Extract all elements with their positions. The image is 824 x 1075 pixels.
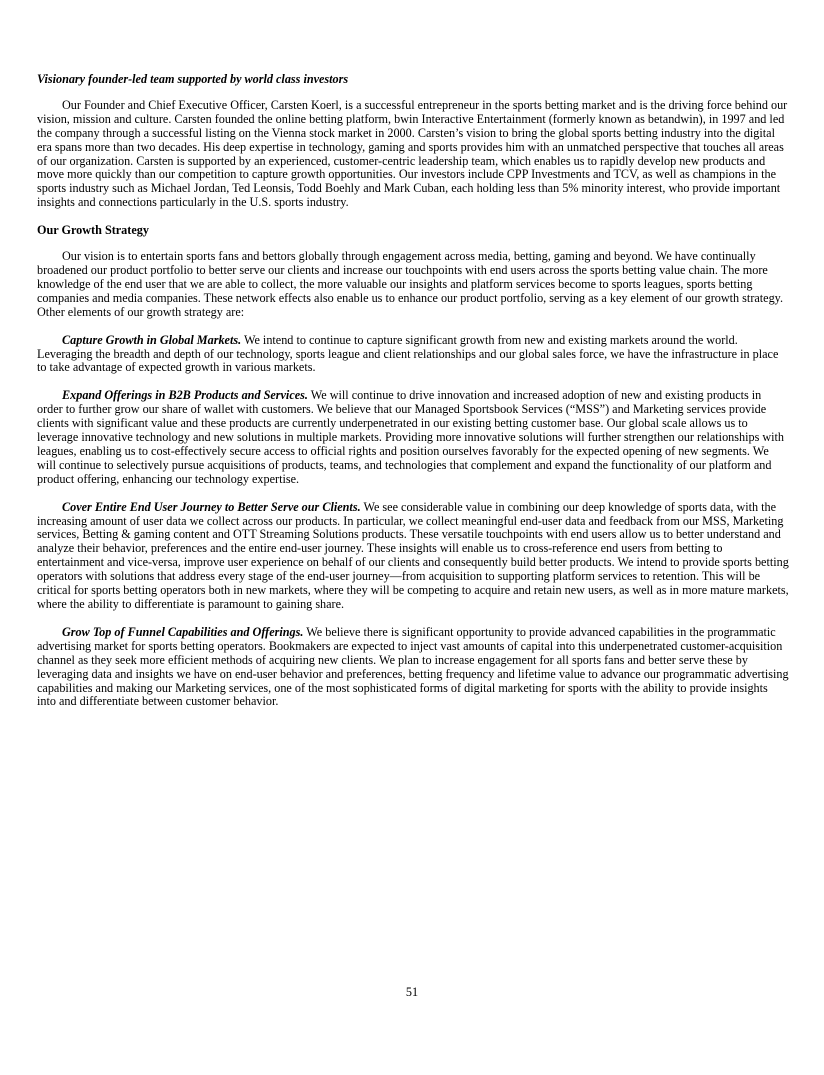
strategy-paragraph-global-markets (37, 334, 789, 376)
strategy-paragraph-b2b-offerings (37, 389, 789, 486)
section-heading-growth-strategy: Our Growth Strategy (37, 223, 149, 238)
section-heading-founder-team: Visionary founder-led team supported by world class investors (37, 72, 349, 86)
strategy-lead: Expand Offerings in B2B Products and Services. (62, 388, 308, 403)
strategy-paragraph-top-of-funnel (37, 626, 789, 709)
strategy-text: We believe there is significant opportunity to provide advanced capabilities in the programmatic advertising market for sports betting operators. Bookmakers are expected to inject vast amounts of capital into this underpenetrated customer-acquisition channel as they seek more efficient methods of acquiring new clients. We plan to increase engagement for all sports fans and better serve these by leveraging data and insights we have on end-user behavior and preferences, betting frequency and lifetime value to advance our programmatic advertising capabilities and making our Marketing services, one of the most sophisticated forms of digital marketing for sports with the ability to provide insights into and differentiate between customer behavior. (37, 624, 789, 709)
strategy-text: We see considerable value in combining our deep knowledge of sports data, with the increasing amount of user data we collect across our products. In particular, we collect meaningful end-user data and feedback from our MSS, Marketing services, Betting & gaming content and OTT Streaming Solutions products. These versatile touchpoints with end users allow us to better understand and analyze their behavior, preferences and the entire end-user journey. These insights will enable us to cross-reference end users from betting to entertainment and vice-versa, improve user experience on behalf of our clients and consequently build better products. We intend to provide sports betting operators with solutions that address every stage of the end-user journey—from acquisition to supporting platform services to retention. This will be critical for sports betting operators both in new markets, where they will be competing to acquire and retain new users, as well as in more mature markets, where the ability to differentiate is paramount to gaining share. (37, 499, 789, 611)
strategy-lead: Grow Top of Funnel Capabilities and Offerings. (62, 624, 304, 639)
strategy-text: We intend to continue to capture significant growth from new and existing markets around the world. Leveraging the breadth and depth of our technology, sports league and client relationships and our global sales force, we have the infrastructure in place to take advantage of expected growth in various markets. (37, 332, 779, 375)
strategy-lead: Capture Growth in Global Markets. (62, 332, 242, 347)
strategy-paragraph-end-user-journey (37, 501, 789, 612)
founder-paragraph: Our Founder and Chief Executive Officer, Carsten Koerl, is a successful entrepreneur in the sports betting market and is the driving force behind our vision, mission and culture. Carsten founded the online betting platform, bwin Interactive Entertainment (formerly known as betandwin), in 1997 and led the company through a successful listing on the Vienna stock market in 2000. Carsten’s vision to bring the global sports betting industry into the digital era spans more than two decades. His deep expertise in technology, gaming and sports provides him with an unmatched perspective that touches all areas of our organization. Carsten is supported by an experienced, customer-centric leadership team, which enables us to rapidly develop new products and move more quickly than our competition to capture growth opportunities. Our investors include CPP Investments and TCV, as well as champions in the sports industry such as Michael Jordan, Ted Leonsis, Todd Boehly and Mark Cuban, each holding less than 5% minority interest, who provide important insights and connections particularly in the U.S. sports industry. (37, 97, 788, 210)
strategy-text: We will continue to drive innovation and increased adoption of new and existing products in order to further grow our share of wallet with customers. We believe that our Managed Sportsbook Services (“MSS”) and Marketing services provide clients with significant value and these products are currently underpenetrated in our existing betting customer base. Our global scale allows us to leverage innovative technology and new solutions in multiple markets. Providing more innovative solutions will further strengthen our relationships with leagues, enabling us to cost-effectively secure access to official rights and position ourselves favorably for the expected opening of new segments. We will continue to selectively pursue acquisitions of products, teams, and technologies that complement and expand the functionality of our platform and product offering, enhancing our technology expertise. (37, 388, 785, 486)
document-page (37, 73, 789, 723)
page-number: 51 (405, 985, 419, 999)
strategy-lead: Cover Entire End User Journey to Better Serve our Clients. (62, 499, 361, 514)
growth-strategy-intro: Our vision is to entertain sports fans and bettors globally through engagement across media, betting, gaming and beyond. We have continually broadened our product portfolio to better serve our clients and increase our touchpoints with end users across the sports betting value chain. The more knowledge of the end user that we are able to collect, the more valuable our insights and platform services become to sports leagues, sports betting companies and media companies. These network effects also enable us to enhance our product portfolio, serving as a key element of our growth strategy. Other elements of our growth strategy are: (37, 249, 784, 319)
